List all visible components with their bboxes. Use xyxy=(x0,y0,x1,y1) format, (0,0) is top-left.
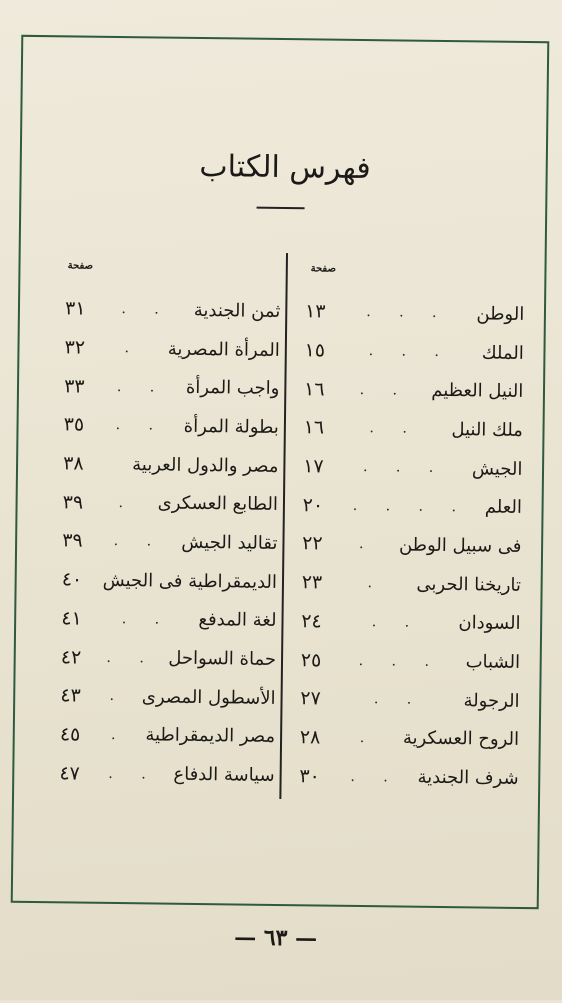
toc-entry-title: الأسطول المصرى xyxy=(142,686,276,709)
toc-entry-title: الديمقراطية فى الجيش xyxy=(103,569,278,592)
toc-entry-title: مصر والدول العربية xyxy=(132,454,278,477)
toc-entry xyxy=(287,679,519,721)
toc-entry xyxy=(48,637,276,678)
toc-leader-dots: . . xyxy=(333,691,463,709)
toc-leader-dots: . . . xyxy=(336,459,472,477)
toc-leader-dots: . . xyxy=(97,378,186,395)
toc-entry xyxy=(292,331,524,373)
toc-entry-title: النيل العظيم xyxy=(431,380,523,402)
toc-entry xyxy=(290,447,522,489)
toc-entry-title: بطولة المرأة xyxy=(184,416,279,438)
toc-leader-dots: . xyxy=(96,495,158,512)
toc-entry-title: ثمن الجندية xyxy=(194,300,281,322)
toc-entry-page: ١٧ xyxy=(290,455,336,478)
toc-entry-page: ١٦ xyxy=(291,417,337,440)
toc-entry-title: الروح العسكرية xyxy=(403,728,519,750)
toc-entry-title: سياسة الدفاع xyxy=(173,764,274,786)
toc-entry-title: لغة المدفع xyxy=(198,609,276,631)
toc-leader-dots: . xyxy=(335,536,399,553)
toc-leader-dots: . . xyxy=(93,765,174,782)
toc-entry xyxy=(288,640,520,682)
toc-entry xyxy=(290,486,522,528)
toc-entry-page: ١٦ xyxy=(291,378,337,401)
toc-entry-page: ٢٢ xyxy=(289,533,335,556)
toc-leader-dots: . . xyxy=(94,649,168,666)
toc-leader-dots: . . xyxy=(337,381,431,398)
toc-leader-dots: . xyxy=(333,730,403,747)
toc-entry-title: المرأة المصرية xyxy=(168,338,280,360)
toc-entry-page: ٣٨ xyxy=(50,452,96,475)
toc-entry-page: ٤٧ xyxy=(47,762,93,785)
toc-entry xyxy=(286,756,518,798)
toc-entry xyxy=(288,602,520,644)
toc-entry-page: ٢٧ xyxy=(287,687,333,710)
toc-entry-page: ٤٠ xyxy=(49,568,95,591)
toc-entry xyxy=(51,367,279,408)
toc-entry xyxy=(52,289,280,330)
toc-entry-title: الوطن xyxy=(476,303,524,325)
toc-entry xyxy=(291,369,523,411)
toc-entry-title: الجيش xyxy=(472,458,523,480)
toc-entry xyxy=(289,563,521,605)
toc-leader-dots: . xyxy=(98,340,168,357)
toc-entry-page: ٢٠ xyxy=(290,494,336,517)
toc-entry-page: ٢٤ xyxy=(288,610,334,633)
toc-entry xyxy=(287,718,519,760)
toc-entry-title: شرف الجندية xyxy=(417,767,518,789)
toc-entry-page: ٣٩ xyxy=(50,491,96,514)
toc-leader-dots: . . xyxy=(95,533,181,550)
toc-entry xyxy=(47,676,275,717)
toc-entry xyxy=(50,444,278,485)
toc-entry xyxy=(51,405,279,446)
toc-entry-title: الشباب xyxy=(466,651,521,673)
toc-entry xyxy=(289,524,521,566)
toc-leader-dots: . . xyxy=(98,301,194,318)
toc-entry-page: ٤٣ xyxy=(47,684,93,707)
toc-entry-page: ٣٠ xyxy=(286,765,332,788)
toc-entry-page: ٣٩ xyxy=(49,530,95,553)
toc-entry-title: حماة السواحل xyxy=(168,648,276,670)
toc-entry-title: الطابع العسكرى xyxy=(158,493,278,515)
toc-entry xyxy=(47,715,275,756)
toc-entry-page: ٢٥ xyxy=(288,649,334,672)
toc-entry-page: ٤٢ xyxy=(48,646,94,669)
toc-leader-dots: . . xyxy=(94,611,198,628)
toc-entry-title: تقاليد الجيش xyxy=(181,532,277,554)
toc-leader-dots: . . . xyxy=(338,304,476,322)
toc-entry-title: السودان xyxy=(458,613,520,635)
toc-column-right xyxy=(286,292,524,798)
toc-entry-page: ٣٢ xyxy=(52,336,98,359)
toc-entry-page: ٢٣ xyxy=(289,571,335,594)
toc-entry-title: ملك النيل xyxy=(451,419,523,441)
toc-entry xyxy=(292,292,524,334)
toc-entry-title: تاريخنا الحربى xyxy=(416,573,521,595)
toc-leader-dots: . . . xyxy=(338,343,482,361)
toc-leader-dots: . . . . xyxy=(336,497,485,515)
toc-entry-title: واجب المرأة xyxy=(186,377,280,399)
column-header-right: صفحة xyxy=(301,263,346,275)
toc-entry-page: ٣٥ xyxy=(51,414,97,437)
toc-entry xyxy=(48,599,276,640)
toc-entry-title: فى سبيل الوطن xyxy=(399,534,522,556)
toc-entry-title: مصر الديمقراطية xyxy=(145,725,275,748)
toc-entry-title: الملك xyxy=(482,342,524,364)
toc-entry-page: ٤١ xyxy=(48,607,94,630)
toc-leader-dots: . xyxy=(335,575,417,592)
toc-leader-dots: . . xyxy=(334,614,458,632)
toc-entry-page: ١٥ xyxy=(292,339,338,362)
toc-column-left xyxy=(46,289,280,795)
toc-entry-page: ٣٣ xyxy=(51,375,97,398)
toc-entry xyxy=(49,560,277,601)
toc-leader-dots: . xyxy=(93,688,141,705)
toc-entry-title: العلم xyxy=(485,497,522,518)
toc-entry xyxy=(50,483,278,524)
toc-entry-page: ٤٥ xyxy=(47,723,93,746)
toc-entry-page: ١٣ xyxy=(292,300,338,323)
page-number: — ٦٣ — xyxy=(0,922,557,955)
toc-leader-dots: . xyxy=(93,727,145,744)
toc-leader-dots: . . xyxy=(337,420,452,437)
toc-leader-dots: . . . xyxy=(334,652,466,670)
toc-entry xyxy=(52,328,280,369)
toc-entry xyxy=(46,753,274,794)
toc-entry-title: الرجولة xyxy=(463,690,519,712)
toc-leader-dots: . . xyxy=(97,417,184,434)
toc-entry-page: ٢٨ xyxy=(287,726,333,749)
page-title: فهرس الكتاب xyxy=(4,147,562,189)
title-underline xyxy=(257,207,305,210)
toc-entry-page: ٣١ xyxy=(52,298,98,321)
toc-entry xyxy=(291,408,523,450)
toc-leader-dots: . . xyxy=(333,768,418,785)
toc-entry xyxy=(49,521,277,562)
column-header-left: صفحة xyxy=(58,260,103,272)
